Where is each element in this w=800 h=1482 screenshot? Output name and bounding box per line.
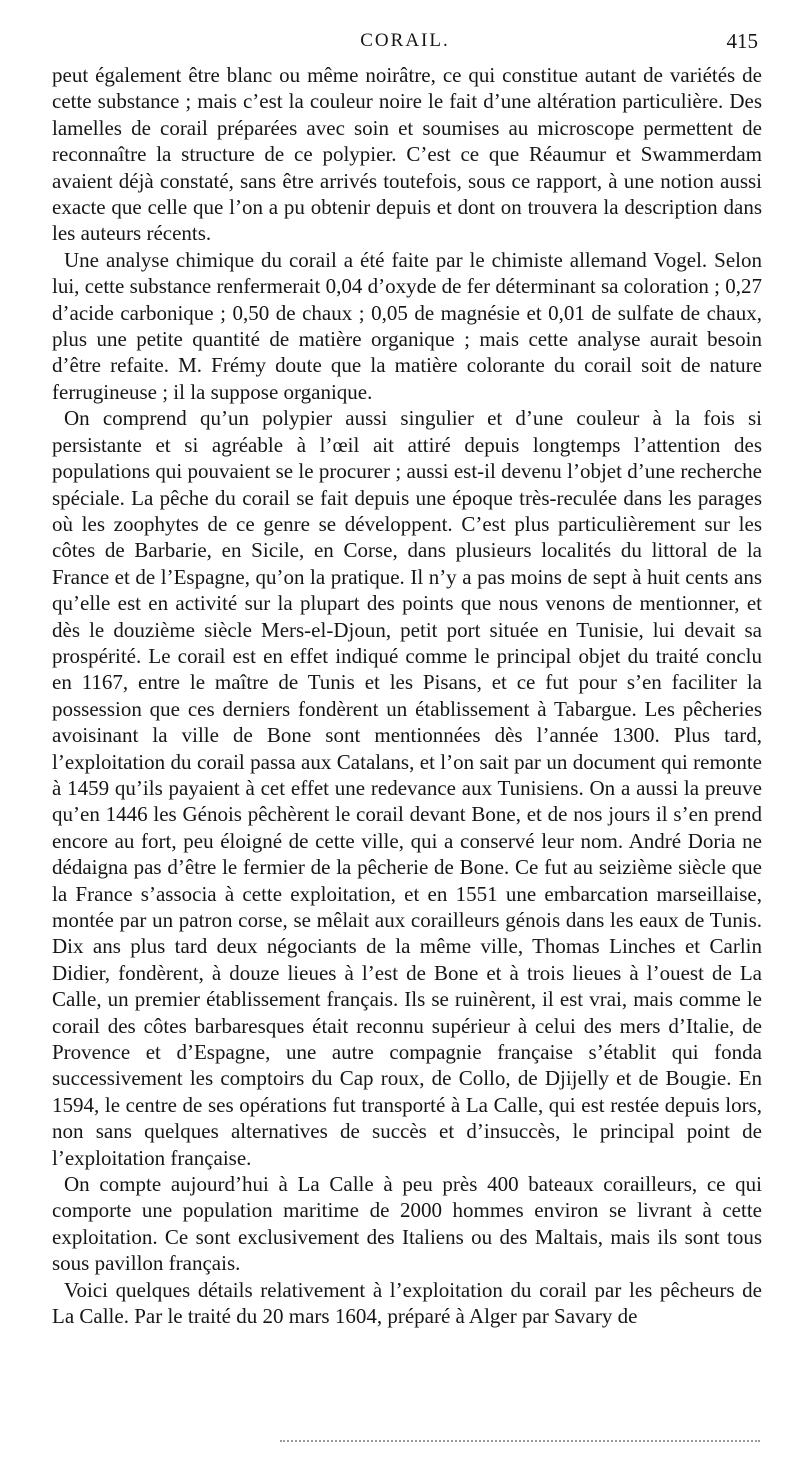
body-text	[52, 62, 762, 1330]
paragraph-chemical-analysis: Une analyse chimique du corail a été faite par le chimiste allemand Vogel. Selon lui, cette substance renfermerait 0,04 d’oxyde de fer déterminant sa coloration ; 0,27 d’acide carbonique ; 0,50 de chaux ; 0,05 de magnésie et 0,01 de sulfate de chaux, plus une petite quantité de matière organique ; mais cette analyse aurait besoin d’être refaite. M. Frémy doute que la matière colorante du corail soit de nature ferrugineuse ; il la suppose organique.	[52, 247, 762, 404]
bottom-scan-rule	[280, 1440, 760, 1442]
paragraph-la-calle-boats: On compte aujourd’hui à La Calle à peu près 400 bateaux corailleurs, ce qui comporte une population maritime de 2000 hommes environ se livrant à cette exploitation. Ce sont exclusivement des Italiens ou des Maltais, mais ils sont tous sous pavillon français.	[52, 1172, 762, 1276]
paragraph-continuation: peut également être blanc ou même noirâtre, ce qui constitue autant de variétés de cette substance ; mais c’est la couleur noire le fait d’une altération particulière. Des lamelles de corail préparées avec soin et soumises au microscope permettent de reconnaître la structure de ce polypier. C’est ce que Réaumur et Swammerdam avaient déjà constaté, sans être arrivés toutefois, sous ce rapport, à une notion aussi exacte que celle que l’on a pu obtenir depuis et dont on trouvera la description dans les auteurs récents.	[52, 63, 762, 246]
running-title: CORAIL.	[360, 30, 450, 51]
paragraph-exploitation-details: Voici quelques détails relativement à l’exploitation du corail par les pêcheurs de La Calle. Par le traité du 20 mars 1604, préparé à Alger par Savary de	[52, 1277, 762, 1329]
page-number: 415	[726, 29, 758, 53]
page-header	[52, 30, 758, 60]
paragraph-coral-fishing-history: On comprend qu’un polypier aussi singulier et d’une couleur à la fois si persistante et si agréable à l’œil ait attiré depuis longtemps l’attention des populations qui pouvaient se le procurer ; aussi est-il devenu l’objet d’une recherche spéciale. La pêche du corail se fait depuis une époque très-reculée dans les parages où les zoophytes de ce genre se développent. C’est plus particulièrement sur les côtes de Barbarie, en Sicile, en Corse, dans plusieurs localités du littoral de la France et de l’Espagne, qu’on la pratique. Il n’y a pas moins de sept à huit cents ans qu’elle est en activité sur la plupart des points que nous venons de mentionner, et dès le douzième siècle Mers-el-Djoun, petit port située en Tunisie, lui devait sa prospérité. Le corail est en effet indiqué comme le principal objet du traité conclu en 1167, entre le maître de Tunis et les Pisans, et ce fut pour s’en faciliter la possession que ces derniers fondèrent un établissement à Tabargue. Les pêcheries avoisinant la ville de Bone sont mentionnées dès l’année 1300. Plus tard, l’exploitation du corail passa aux Catalans, et l’on sait par un document qui remonte à 1459 qu’ils payaient à cet effet une redevance aux Tunisiens. On a aussi la preuve qu’en 1446 les Génois pêchèrent le corail devant Bone, et de nos jours il s’en prend encore au fort, peu éloigné de cette ville, qui a conservé leur nom. André Doria ne dédaigna pas d’être le fermier de la pêcherie de Bone. Ce fut au seizième siècle que la France s’associa à cette exploitation, et en 1551 une embarcation marseillaise, montée par un patron corse, se mêlait aux corailleurs génois dans les eaux de Tunis. Dix ans plus tard deux négociants de la même ville, Thomas Linches et Carlin Didier, fondèrent, à douze lieues à l’est de Bone et à trois lieues à l’ouest de La Calle, un premier établissement français. Ils se ruinèrent, il est vrai, mais comme le corail des côtes barbaresques était reconnu supérieur à celui des mers d’Italie, de Provence et d’Espagne, une autre compagnie française s’établit qui fonda successivement les comptoirs du Cap roux, de Collo, de Djijelly et de Bougie. En 1594, le centre de ses opérations fut transporté à La Calle, qui est restée depuis lors, non sans quelques alternatives de succès et d’insuccès, le principal point de l’exploitation française.	[52, 406, 762, 1170]
